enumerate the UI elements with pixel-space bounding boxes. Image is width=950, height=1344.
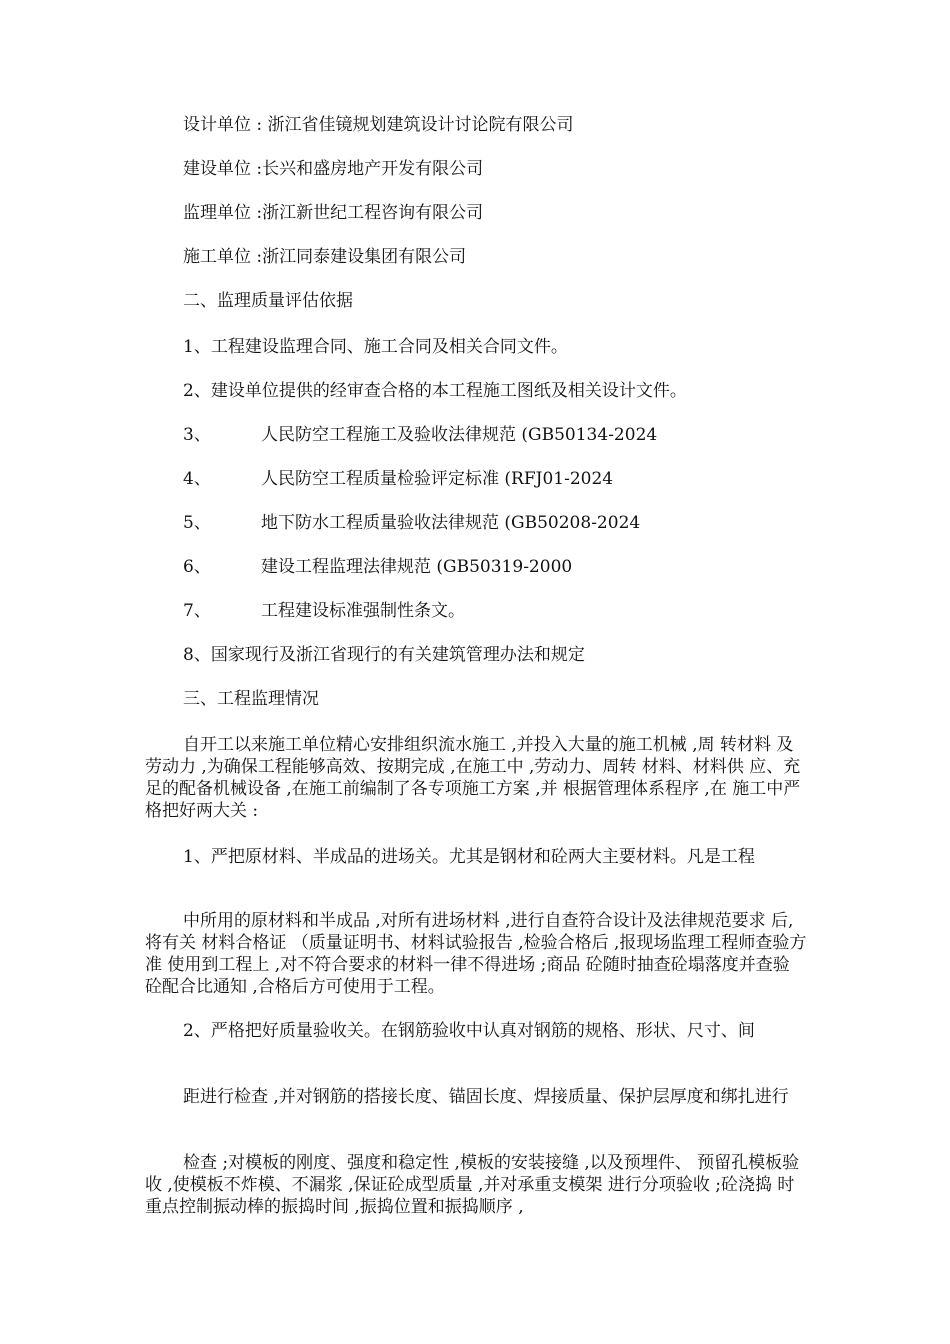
item-text: 人民防空工程质量检验评定标准 (RFJ01-2024 [261, 469, 614, 489]
contractor-unit-line: 施工单位 :浙江同泰建设集团有限公司 [183, 247, 467, 267]
control-item-2: 2、严格把好质量验收关。在钢筋验收中认真对钢筋的规格、形状、尺寸、间 [183, 1021, 755, 1041]
supervision-paragraph-1: 自开工以来施工单位精心安排组织流水施工 ,并投入大量的施工机械 ,周 转材料 及劳动力 ,为确保工程能够高效、按期完成 ,在施工中 ,劳动力、周转 材料、材料供 应、充足的配备机械设备 ,在施工前编制了各专项施工方案 ,并 根据管理体系程序 ,在 施工中严格把好两大关 : [145, 735, 801, 821]
design-unit-line: 设计单位 : 浙江省佳镜规划建筑设计讨论院有限公司 [183, 115, 574, 135]
item-text: 地下防水工程质量验收法律规范 (GB50208-2024 [261, 513, 641, 533]
item-number: 5、 [183, 513, 211, 533]
item-text: 人民防空工程施工及验收法律规范 (GB50134-2024 [261, 425, 658, 445]
control-item-1: 1、严把原材料、半成品的进场关。尤其是钢材和砼两大主要材料。凡是工程 [183, 847, 755, 867]
basis-item-3 [183, 424, 657, 446]
basis-item-2: 2、建设单位提供的经审查合格的本工程施工图纸及相关设计文件。 [183, 381, 687, 401]
supervision-paragraph-2: 中所用的原材料和半成品 ,对所有进场材料 ,进行自查符合设计及法律规范要求 后,将有关 材料合格证 （质量证明书、材料试验报告 ,检验合格后 ,报现场监理工程师查验方准 使用到工程上 ,对不符合要求的材料一律不得进场 ;商品 砼随时抽查砼塌落度并查验 砼配合比通知 ,合格后方可使用于工程。 [145, 911, 807, 997]
item-number: 7、 [183, 601, 211, 621]
item-number: 6、 [183, 557, 211, 577]
supervision-paragraph-3: 检查 ;对模板的刚度、强度和稳定性 ,模板的安装接缝 ,以及预埋件、 预留孔模板验 收 ,使模板不炸模、不漏浆 ,保证砼成型质量 ,并对承重支模架 进行分项验收 ;砼浇捣 时重点控制振动棒的振捣时间 ,振捣位置和振捣顺序 , [145, 1153, 800, 1217]
item-number: 3、 [183, 425, 211, 445]
basis-item-4 [183, 468, 613, 490]
basis-item-8: 8、国家现行及浙江省现行的有关建筑管理办法和规定 [183, 645, 585, 665]
item-text: 建设工程监理法律规范 (GB50319-2000 [261, 557, 573, 577]
section-3-heading: 三、工程监理情况 [183, 689, 319, 709]
construction-unit-line: 建设单位 :长兴和盛房地产开发有限公司 [183, 159, 484, 179]
control-item-2-continued: 距进行检查 ,并对钢筋的搭接长度、锚固长度、焊接质量、保护层厚度和绑扎进行 [183, 1087, 789, 1107]
section-2-heading: 二、监理质量评估依据 [183, 291, 353, 311]
basis-item-5 [183, 512, 640, 534]
basis-item-6 [183, 556, 572, 578]
item-number: 4、 [183, 469, 211, 489]
item-text: 工程建设标准强制性条文。 [261, 601, 465, 621]
supervision-unit-line: 监理单位 :浙江新世纪工程咨询有限公司 [183, 203, 484, 223]
basis-item-1: 1、工程建设监理合同、施工合同及相关合同文件。 [183, 337, 568, 357]
basis-item-7 [183, 600, 465, 622]
